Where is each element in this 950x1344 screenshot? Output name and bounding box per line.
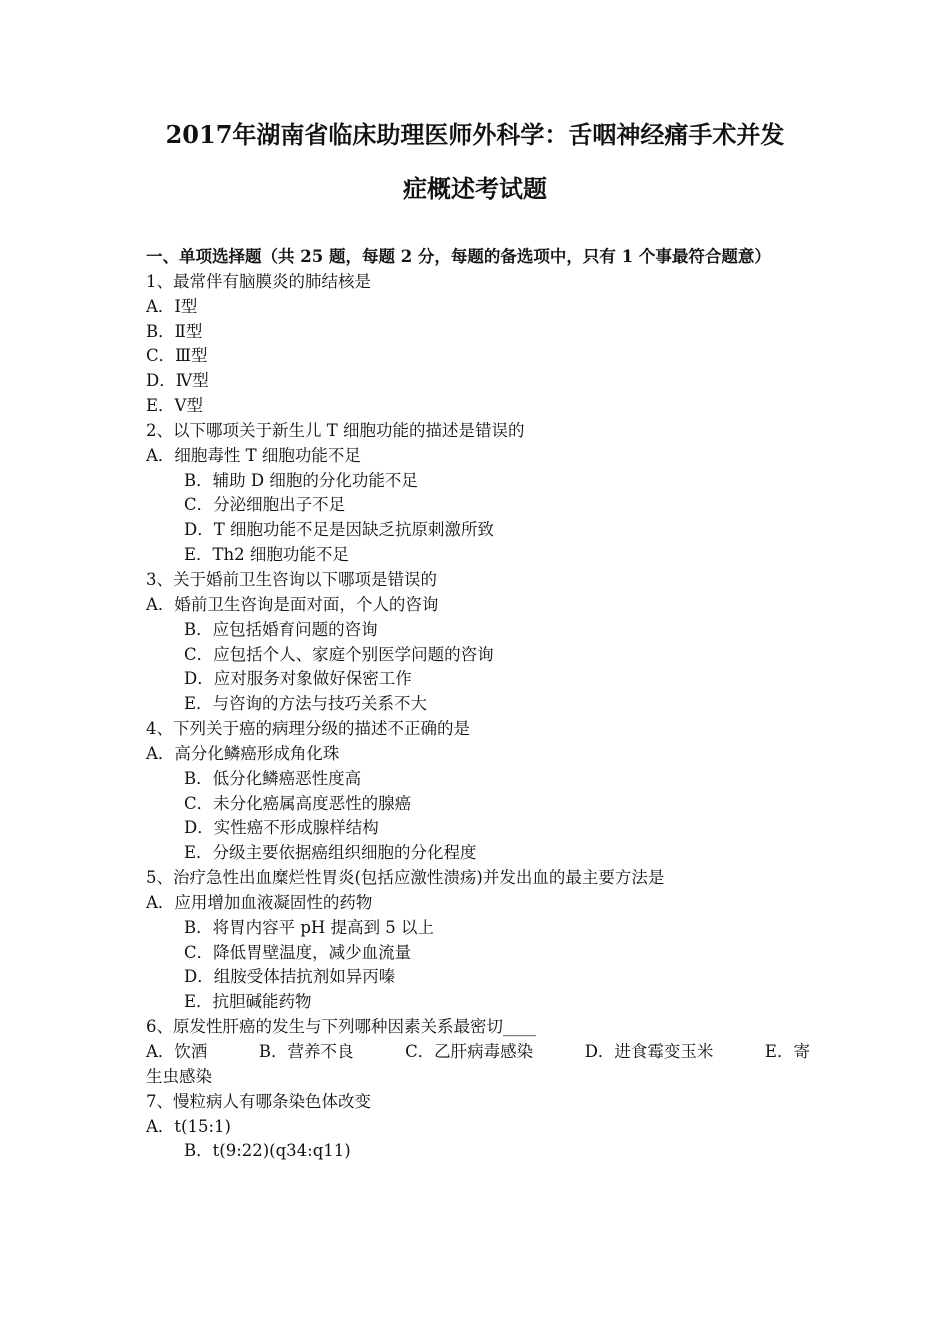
question-list [146,245,810,1164]
question-7-option-a: A．t(15:1) [146,1116,231,1136]
question-3-option-e: E．与咨询的方法与技巧关系不大 [184,694,428,714]
question-1-option-d: D．Ⅳ型 [146,371,209,391]
question-5-option-a: A．应用增加血液凝固性的药物 [146,892,373,912]
question-2-option-d: D．T 细胞功能不足是因缺乏抗原刺激所致 [184,520,494,540]
question-3-option-b: B．应包括婚育问题的咨询 [184,619,378,639]
question-3-option-c: C．应包括个人、家庭个别医学问题的咨询 [184,644,494,664]
question-4-option-a: A．高分化鳞癌形成角化珠 [146,743,340,763]
question-6-option-c: C．乙肝病毒感染 [405,1042,534,1061]
question-6-stem: 6、原发性肝癌的发生与下列哪种因素关系最密切____ [146,1017,536,1037]
question-6-options-row [146,1040,810,1065]
question-5-option-c: C．降低胃壁温度，减少血流量 [184,942,412,962]
section-header: 一、单项选择题（共 25 题，每题 2 分，每题的备选项中，只有 1 个事最符合题意） [146,247,771,266]
question-2-option-c: C．分泌细胞出子不足 [184,495,346,515]
question-4-option-e: E．分级主要依据癌组织细胞的分化程度 [184,843,477,863]
question-3-stem: 3、关于婚前卫生咨询以下哪项是错误的 [146,569,437,589]
question-4-option-d: D．实性癌不形成腺样结构 [184,818,379,838]
question-7-stem: 7、慢粒病人有哪条染色体改变 [146,1091,371,1111]
question-7-option-b: B．t(9:22)(q34:q11) [184,1141,351,1161]
question-6-option-e-continuation: 生虫感染 [146,1066,212,1086]
document-title-line-2: 症概述考试题 [403,174,547,203]
question-2-stem: 2、以下哪项关于新生儿 T 细胞功能的描述是错误的 [146,420,525,440]
question-5-stem: 5、治疗急性出血糜烂性胃炎(包括应激性溃疡)并发出血的最主要方法是 [146,868,665,888]
question-5-option-b: B．将胃内容平 pH 提高到 5 以上 [184,917,435,937]
question-6-option-b: B．营养不良 [258,1042,354,1061]
question-1-option-a: A．Ⅰ型 [146,296,198,316]
question-5-option-d: D．组胺受体拮抗剂如异丙嗪 [184,967,396,987]
question-1-option-b: B．Ⅱ型 [146,321,203,341]
question-4-option-c: C．未分化癌属高度恶性的腺癌 [184,793,412,813]
question-4-option-b: B．低分化鳞癌恶性度高 [184,768,362,788]
question-6-option-a: A．饮酒 [146,1042,208,1061]
question-1-option-e: E．Ⅴ型 [146,396,203,416]
question-5-option-e: E．抗胆碱能药物 [184,992,312,1012]
question-6-option-e: E．寄 [764,1042,810,1061]
question-3-option-a: A．婚前卫生咨询是面对面，个人的咨询 [146,594,439,614]
document-title-line-1: 2017年湖南省临床助理医师外科学：舌咽神经痛手术并发 [165,120,785,149]
question-4-stem: 4、下列关于癌的病理分级的描述不正确的是 [146,719,470,739]
question-1-option-c: C．Ⅲ型 [146,346,208,366]
question-2-option-b: B．辅助 D 细胞的分化功能不足 [184,470,418,490]
question-3-option-d: D．应对服务对象做好保密工作 [184,669,412,689]
question-6-option-d: D．进食霉变玉米 [584,1042,714,1061]
question-2-option-a: A．细胞毒性 T 细胞功能不足 [146,445,361,465]
question-1-stem: 1、最常伴有脑膜炎的肺结核是 [146,271,371,291]
question-2-option-e: E．Th2 细胞功能不足 [184,545,349,565]
